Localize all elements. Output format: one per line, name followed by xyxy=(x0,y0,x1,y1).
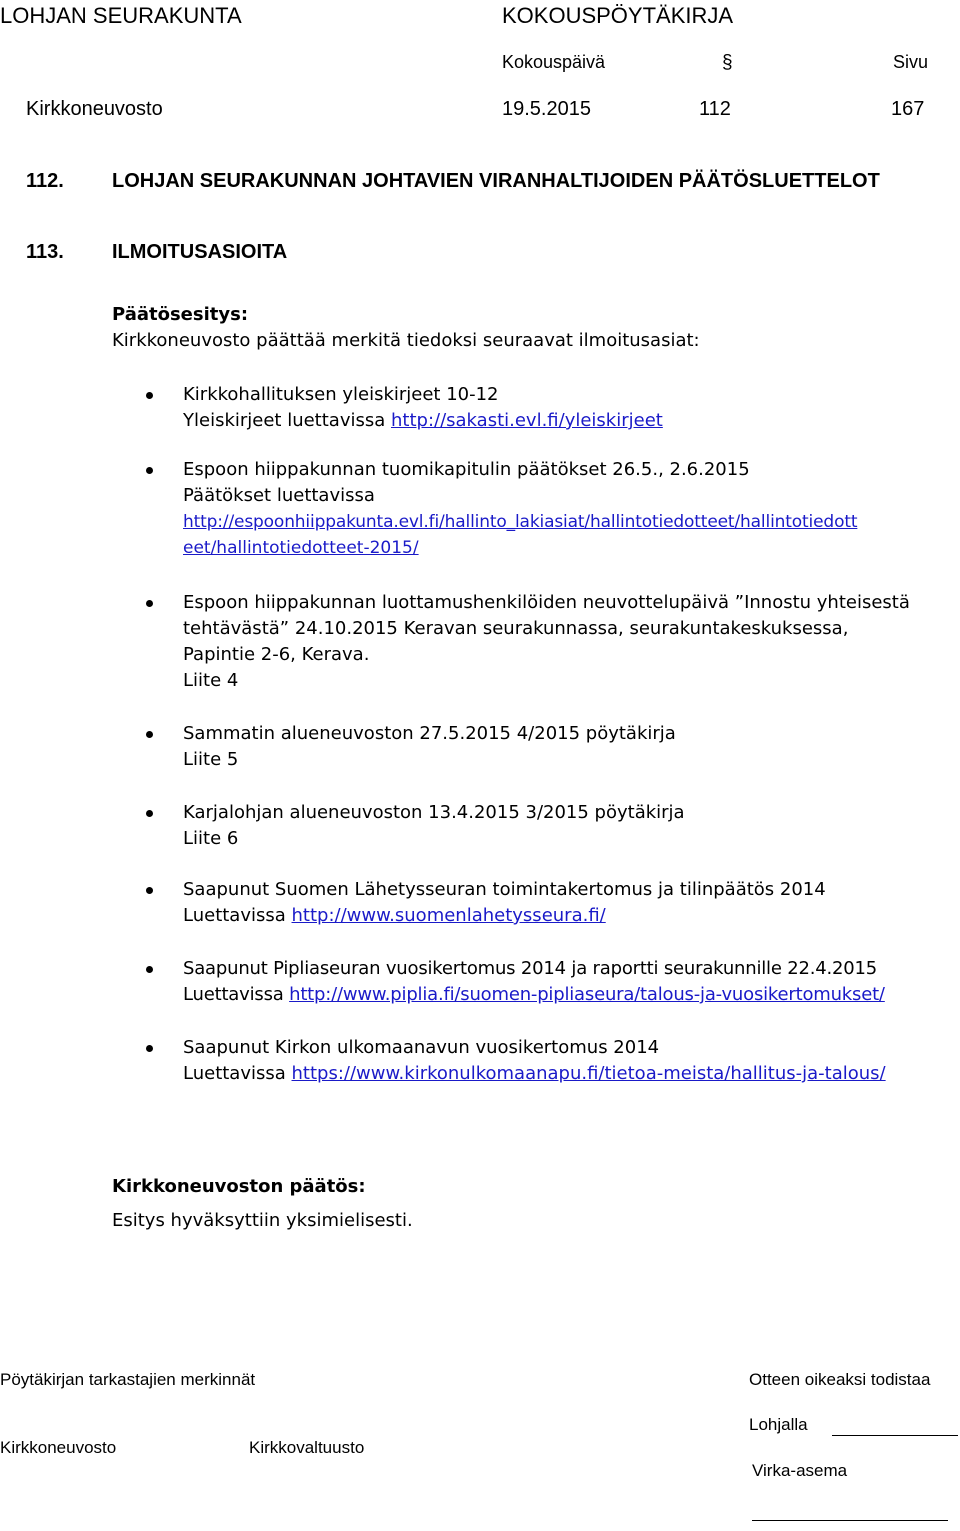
list-item xyxy=(183,1035,886,1087)
org-name: LOHJAN SEURAKUNTA xyxy=(0,3,242,28)
decision-label: Kirkkoneuvoston päätös: xyxy=(112,1176,366,1197)
date-label: Kokouspäivä xyxy=(502,52,606,72)
list-item xyxy=(183,457,857,561)
item-text: Luettavissa xyxy=(183,984,290,1005)
item-text: Luettavissa xyxy=(183,905,292,926)
doc-type: KOKOUSPÖYTÄKIRJA xyxy=(502,3,734,28)
item-text: Espoon hiippakunnan tuomikapitulin päätökset 26.5., 2.6.2015 xyxy=(183,459,750,480)
attachment-ref: Liite 5 xyxy=(183,749,239,770)
meeting-date: 19.5.2015 xyxy=(502,98,591,120)
section-113-title: ILMOITUSASIOITA xyxy=(112,241,288,263)
list-item xyxy=(183,877,826,929)
section-mark: § xyxy=(722,52,733,73)
list-item xyxy=(183,800,685,852)
item-text: tehtävästä” 24.10.2015 Keravan seurakunnassa, seurakuntakeskuksessa, xyxy=(183,618,849,639)
espoon-hiippakunta-link-cont[interactable]: eet/hallintotiedotteet-2015/ xyxy=(183,538,419,558)
bullet-icon xyxy=(146,392,153,399)
proposal-intro: Kirkkoneuvosto päättää merkitä tiedoksi seuraavat ilmoitusasiat: xyxy=(112,330,700,351)
item-text: Saapunut Kirkon ulkomaanavun vuosikertomus 2014 xyxy=(183,1037,660,1058)
role-label: Virka-asema xyxy=(752,1461,848,1480)
bullet-icon xyxy=(146,810,153,817)
section-number: 112 xyxy=(699,98,731,120)
reviewer-col-kirkkovaltuusto: Kirkkovaltuusto xyxy=(249,1438,365,1457)
attachment-ref: Liite 4 xyxy=(183,670,239,691)
list-item xyxy=(183,721,676,773)
list-item xyxy=(183,956,885,1008)
reviewers-title: Pöytäkirjan tarkastajien merkinnät xyxy=(0,1370,256,1389)
proposal-label: Päätösesitys: xyxy=(112,304,249,325)
piplia-link[interactable]: http://www.piplia.fi/suomen-pipliaseura/talous-ja-vuosikertomukset/ xyxy=(289,984,885,1005)
bullet-icon xyxy=(146,1045,153,1052)
bullet-icon xyxy=(146,731,153,738)
place-signature-line xyxy=(832,1435,958,1436)
role-signature-line xyxy=(752,1520,948,1521)
item-text: Päätökset luettavissa xyxy=(183,485,375,506)
bullet-icon xyxy=(146,887,153,894)
reviewer-col-kirkkoneuvosto: Kirkkoneuvosto xyxy=(0,1438,117,1457)
item-text: Karjalohjan alueneuvoston 13.4.2015 3/2015 pöytäkirja xyxy=(183,802,685,823)
section-112-number: 112. xyxy=(26,170,64,192)
section-112-title: LOHJAN SEURAKUNNAN JOHTAVIEN VIRANHALTIJOIDEN PÄÄTÖSLUETTELOT xyxy=(112,170,880,192)
section-113-number: 113. xyxy=(26,241,64,263)
item-text: Espoon hiippakunnan luottamushenkilöiden neuvottelupäivä ”Innostu yhteisestä xyxy=(183,592,910,613)
espoon-hiippakunta-link[interactable]: http://espoonhiippakunta.evl.fi/hallinto_lakiasiat/hallintotiedotteet/hallintotiedott xyxy=(183,512,858,532)
page-number: 167 xyxy=(891,98,925,120)
bullet-icon xyxy=(146,600,153,607)
decision-text: Esitys hyväksyttiin yksimielisesti. xyxy=(112,1210,413,1231)
item-text: Saapunut Pipliaseuran vuosikertomus 2014 ja raportti seurakunnille 22.4.2015 xyxy=(183,958,878,979)
item-text: Yleiskirjeet luettavissa xyxy=(183,410,391,431)
item-text: Luettavissa xyxy=(183,1063,292,1084)
list-item xyxy=(183,382,663,434)
item-text: Kirkkohallituksen yleiskirjeet 10-12 xyxy=(183,384,499,405)
bullet-icon xyxy=(146,966,153,973)
item-text: Saapunut Suomen Lähetysseuran toimintakertomus ja tilinpäätös 2014 xyxy=(183,879,826,900)
place-label: Lohjalla xyxy=(749,1415,808,1434)
kirkon-ulkomaanapu-link[interactable]: https://www.kirkonulkomaanapu.fi/tietoa-meista/hallitus-ja-talous/ xyxy=(291,1063,886,1084)
page-label: Sivu xyxy=(893,52,929,72)
sakasti-link[interactable]: http://sakasti.evl.fi/yleiskirjeet xyxy=(391,410,663,431)
certification-title: Otteen oikeaksi todistaa xyxy=(749,1370,931,1389)
list-item xyxy=(183,590,910,694)
lahetysseura-link[interactable]: http://www.suomenlahetysseura.fi/ xyxy=(291,905,606,926)
bullet-icon xyxy=(146,467,153,474)
item-text: Sammatin alueneuvoston 27.5.2015 4/2015 pöytäkirja xyxy=(183,723,676,744)
meeting-body: Kirkkoneuvosto xyxy=(26,98,163,120)
attachment-ref: Liite 6 xyxy=(183,828,239,849)
item-text: Papintie 2-6, Kerava. xyxy=(183,644,370,665)
